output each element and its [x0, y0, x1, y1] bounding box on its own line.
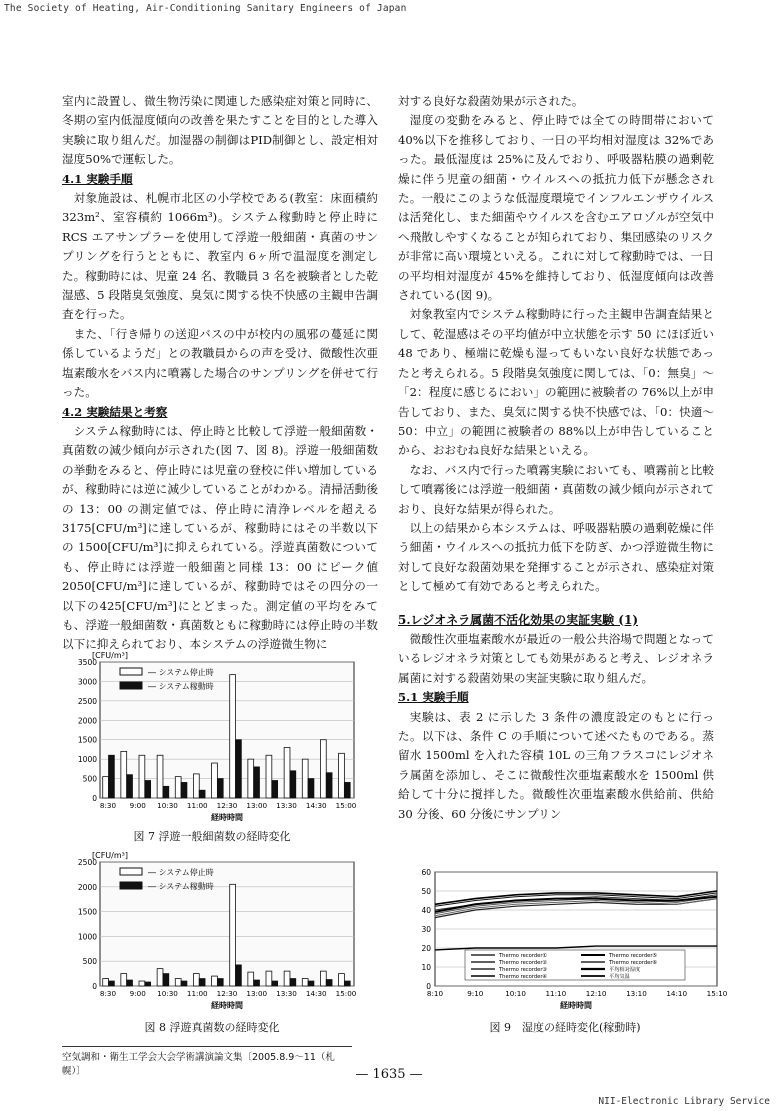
legend-label: 平均気温: [609, 974, 630, 980]
y-tick-label: 1500: [77, 907, 97, 917]
bar: [254, 767, 260, 798]
bar: [175, 777, 181, 798]
bar: [139, 981, 145, 986]
paragraph: 微酸性次亜塩素酸水が最近の一般公共浴場で問題となっているレジオネラ対策としても効果があると考え、レジオネラ属菌に対する殺菌効果の実証実験に取り組んだ。: [398, 631, 714, 685]
bar: [109, 755, 115, 798]
paragraph: 実験は、表 2 に示した 3 条件の濃度設定のもとに行った。以下は、条件 C の手順について述べたものである。蒸留水 1500ml を入れた容積 10L の三角フラスコにレジオネラ属菌を添加し、そこに微酸性次亜塩素酸水を 1500ml 供給して十分に撹拌した。微酸性次亜塩素酸水供給前、供給 30 分後、60 分後にサンプリン: [398, 709, 714, 821]
legend-swatch: [120, 882, 142, 889]
bar: [199, 790, 205, 798]
x-tick-label: 10:30: [157, 989, 178, 998]
legend-label: Thermo recorder②: [499, 960, 548, 966]
paragraph: 対する良好な殺菌効果が示された。: [398, 94, 584, 108]
x-tick-label: 11:00: [186, 801, 208, 810]
bar: [236, 740, 242, 798]
y-tick-label: 2000: [77, 882, 97, 892]
legend-label: 平均相対湿度: [609, 967, 641, 973]
y-tick-label: 1000: [77, 755, 97, 765]
x-axis-label: 経時時間: [211, 1001, 243, 1010]
x-axis-label: 経時時間: [560, 1001, 592, 1010]
bar: [193, 974, 199, 986]
bar: [127, 775, 133, 798]
y-tick-label: 2500: [77, 696, 97, 706]
y-tick-label: 0: [92, 982, 97, 991]
y-tick-label: 10: [421, 963, 431, 972]
legend-label: Thermo recorder③: [499, 967, 548, 973]
bar: [175, 979, 181, 986]
bar: [290, 979, 296, 986]
bar: [308, 981, 314, 986]
bar: [344, 782, 350, 798]
bar: [163, 974, 169, 986]
bar: [326, 980, 332, 986]
page-header: The Society of Heating, Air-Conditioning Sanitary Engineers of Japan: [4, 3, 407, 14]
x-tick-label: 15:00: [335, 989, 357, 998]
section-heading: 5.1 実験手順: [398, 690, 469, 705]
legend-swatch: [120, 682, 142, 689]
legend-swatch: [120, 868, 142, 875]
x-tick-label: 9:10: [467, 989, 484, 998]
page-footer: NII-Electronic Library Service: [598, 1096, 770, 1107]
citation: 空気調和・衛生工学会大会学術講演論文集〔2005.8.9～11（札幌）〕: [62, 1046, 352, 1077]
x-tick-label: 9:00: [129, 801, 146, 810]
x-tick-label: 13:10: [626, 989, 647, 998]
bar: [145, 982, 151, 986]
bar: [193, 774, 199, 798]
bar: [230, 884, 236, 986]
bar: [127, 980, 133, 986]
figure-7: [62, 648, 362, 828]
bar: [320, 740, 326, 798]
bar: [212, 976, 218, 986]
x-tick-label: 8:30: [99, 801, 117, 810]
unit-label: [CFU/m³]: [92, 651, 128, 660]
fig7-chart: [62, 648, 362, 828]
x-tick-label: 13:00: [246, 989, 268, 998]
y-tick-label: 60: [421, 868, 431, 877]
bar: [326, 773, 332, 798]
bar: [163, 786, 169, 798]
x-tick-label: 9:00: [129, 989, 146, 998]
bar: [272, 981, 278, 986]
fig9-chart: [405, 866, 728, 1016]
bar: [266, 971, 272, 986]
x-tick-label: 10:10: [505, 989, 526, 998]
bar: [320, 971, 326, 986]
bar: [103, 777, 109, 798]
figure-9-caption: 図 9 湿度の経時変化(稼動時): [489, 1021, 641, 1034]
bar: [236, 965, 242, 986]
paragraph: 室内に設置し、微生物汚染に関連した感染症対策と同時に、冬期の室内低湿度傾向の改善を果たすことを目的とした導入実験に取り組んだ。加湿器の制御はPID制御とし、設定相対湿度50%で運転した。: [62, 94, 378, 167]
x-tick-label: 13:00: [246, 801, 268, 810]
paragraph: また、「行き帰りの送迎バスの中が校内の風邪の蔓延に関係しているようだ」との教職員からの声を受け、微酸性次亜塩素酸水をバス内に噴霧した場合のサンプリングを併せて行った。: [62, 326, 378, 400]
paragraph: 対象教室内でシステム稼動時に行った主観申告調査結果として、乾湿感はその平均値が中立状態を示す 50 にほぼ近い 48 であり、極端に乾燥も湿ってもいない良好な状態であったと考えられる。5 段階臭気強度に関しては、「0：無臭」～「2：程度に感じるにおい」の範囲に被験者の 76%以上が申告しており、また、臭気に関する快不快感では、「0：快適～50：中立」の範囲に被験者の 88%以上が申告していることから、おおむね良好な結果といえる。: [398, 307, 714, 458]
right-column: [398, 92, 714, 824]
paragraph: 対象施設は、札幌市北区の小学校である(教室：床面積約 323m²、室容積約 1066m³)。システム稼動時と停止時に RCS エアサンプラーを使用して浮遊一般細菌・真菌のサンプリングを行うとともに、教室内 6ヶ所で温湿度を測定した。稼動時には、児童 24 名、教職員 3 名を被験者とした乾湿感、5 段階臭気強度、臭気に関する快不快感の主観申告調査を行った。: [62, 191, 378, 322]
section-heading: 4.1 実験手順: [62, 171, 133, 186]
bar: [339, 974, 345, 986]
bar: [266, 755, 272, 798]
x-tick-label: 13:30: [276, 989, 297, 998]
paragraph: 以上の結果から本システムは、呼吸器粘膜の過剰乾燥に伴う細菌・ウイルスへの抵抗力低下を防ぎ、かつ浮遊微生物に対して良好な殺菌効果を発揮することが示され、感染症対策として極めて有効であると考えられた。: [398, 520, 714, 594]
bar: [121, 751, 127, 798]
y-tick-label: 0: [92, 794, 97, 803]
paragraph: なお、バス内で行った噴霧実験においても、噴霧前と比較して噴霧後には浮遊一般細菌・真菌数の減少傾向が示されており、良好な結果が得られた。: [398, 462, 714, 516]
y-tick-label: 1000: [77, 932, 97, 942]
legend-label: Thermo recorder④: [499, 974, 548, 980]
y-tick-label: 1500: [77, 735, 97, 745]
x-tick-label: 11:00: [186, 989, 208, 998]
legend-label: Thermo recorder⑥: [609, 960, 658, 966]
bar: [248, 759, 254, 798]
y-tick-label: 20: [421, 944, 431, 953]
x-tick-label: 15:10: [706, 989, 728, 998]
x-tick-label: 12:10: [585, 989, 607, 998]
bar: [109, 981, 115, 986]
section-heading: 4.2 実験結果と考察: [62, 404, 168, 419]
bar: [217, 979, 223, 986]
y-tick-label: 50: [421, 887, 431, 896]
y-tick-label: 3500: [77, 658, 97, 667]
plot-area: [100, 862, 354, 986]
x-tick-label: 14:30: [305, 801, 327, 810]
figure-7-caption: 図 7 浮遊一般細菌数の経時変化: [133, 830, 291, 843]
bar: [145, 781, 151, 798]
bar: [230, 675, 236, 798]
bar: [272, 781, 278, 798]
legend-swatch: [120, 668, 142, 675]
bar: [212, 763, 218, 798]
figure-8-caption: 図 8 浮遊真菌数の経時変化: [144, 1021, 280, 1034]
legend-label: ― システム稼動時: [148, 882, 214, 891]
bar: [284, 747, 290, 798]
x-tick-label: 10:30: [157, 801, 178, 810]
y-tick-label: 30: [421, 925, 431, 934]
bar: [339, 753, 345, 798]
x-tick-label: 13:30: [276, 801, 297, 810]
paragraph: 湿度の変動をみると、停止時では全ての時間帯において 40%以下を推移しており、一日の平均相対湿度は 32%であった。最低湿度は 25%に及んでおり、呼吸器粘膜の過剰乾燥に伴う児童の細菌・ウイルスへの抵抗力低下が懸念された。一般にこのような低湿度環境でインフルエンザウイルスは活発化し、また細菌やウイルスを含むエアロゾルが空気中へ飛散しやすくなることが知られており、集団感染のリスクが非常に高い環境といえる。これに対して稼動時では、一日の平均相対湿度が 45%を維持しており、低湿度傾向は改善されている(図 9)。: [398, 113, 714, 303]
x-tick-label: 12:30: [216, 801, 238, 810]
legend-label: ― システム停止時: [148, 868, 214, 877]
figure-8: [62, 848, 362, 1016]
bar: [121, 974, 127, 986]
bar: [254, 980, 260, 986]
y-tick-label: 3000: [77, 677, 97, 687]
bar: [302, 759, 308, 798]
bar: [302, 979, 308, 986]
bar: [199, 979, 205, 986]
left-column: [62, 92, 378, 655]
y-tick-label: 2000: [77, 716, 97, 726]
bar: [181, 782, 187, 798]
y-tick-label: 500: [82, 774, 97, 784]
page-number: — 1635 —: [355, 1067, 423, 1082]
bar: [290, 771, 296, 798]
y-tick-label: 2500: [77, 858, 97, 867]
y-tick-label: 500: [82, 957, 97, 967]
x-tick-label: 12:30: [216, 989, 238, 998]
figure-9: [405, 866, 728, 1016]
bar: [157, 969, 163, 986]
bar: [157, 755, 163, 798]
legend-label: ― システム停止時: [148, 668, 214, 677]
bar: [103, 979, 109, 986]
x-tick-label: 11:10: [545, 989, 567, 998]
x-tick-label: 15:00: [335, 801, 357, 810]
legend-label: Thermo recorder①: [499, 953, 548, 959]
x-tick-label: 14:30: [305, 989, 327, 998]
bar: [217, 779, 223, 798]
fig8-chart: [62, 848, 362, 1016]
bar: [181, 981, 187, 986]
legend-label: ― システム稼動時: [148, 682, 214, 691]
x-tick-label: 8:10: [426, 989, 444, 998]
bar: [308, 779, 314, 798]
y-tick-label: 0: [426, 982, 431, 991]
x-tick-label: 8:30: [99, 989, 117, 998]
bar: [344, 981, 350, 986]
bar: [139, 755, 145, 798]
paragraph: システム稼動時には、停止時と比較して浮遊一般細菌数・真菌数の減少傾向が示された(図 7、図 8)。浮遊一般細菌数の挙動をみると、停止時には児童の登校に伴い増加しているが、稼動時には逆に減少していることがわかる。清掃活動後の 13：00 の測定値では、停止時に清浄レベルを超える 3175[CFU/m³]に達しているが、稼動時にはその半数以下の 1500[CFU/m³]に抑えられている。浮遊真菌数についても、停止時には浮遊一般細菌と同様 13：00 にピーク値 2050[CFU/m³]に達しているが、稼動時ではその四分の一以下の425[CFU/m³]にとどまった。測定値の平均をみても、浮遊一般細菌数・真菌数ともに稼動時には停止時の半数以下に抑えられており、本システムの浮遊微生物に: [62, 423, 378, 652]
bar: [248, 972, 254, 986]
y-tick-label: 40: [421, 906, 431, 915]
x-axis-label: 経時時間: [211, 813, 243, 822]
legend-label: Thermo recorder⑤: [609, 953, 658, 959]
bar: [284, 971, 290, 986]
x-tick-label: 14:10: [666, 989, 688, 998]
unit-label: [CFU/m³]: [92, 851, 128, 860]
section-heading: 5.レジオネラ属菌不活化効果の実証実験 (1): [398, 612, 638, 627]
